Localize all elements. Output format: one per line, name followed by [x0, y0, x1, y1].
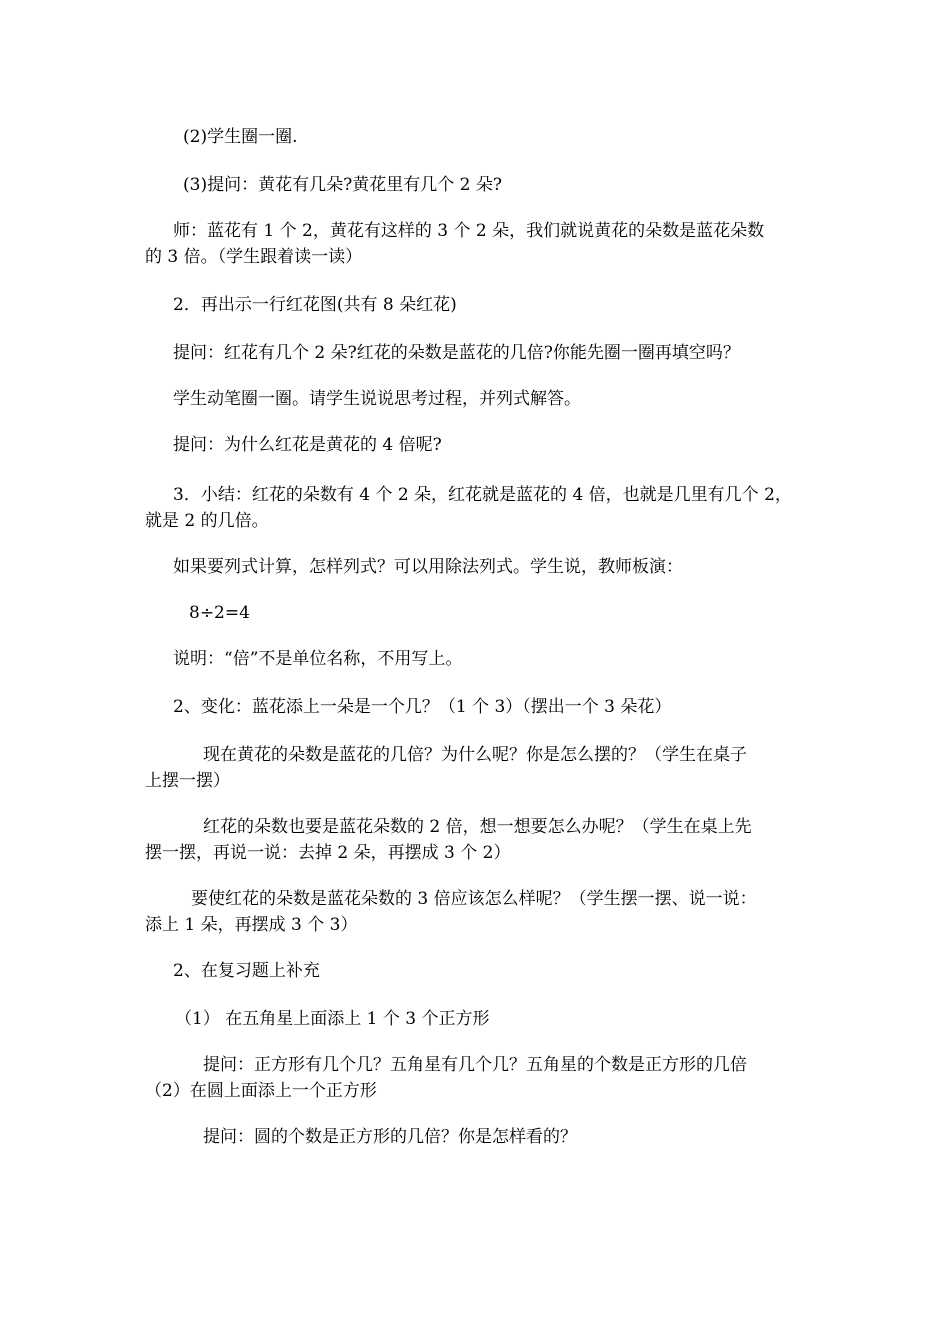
paragraph-note — [145, 646, 838, 672]
paragraph-circle-question — [145, 1124, 868, 1150]
equation-text: 8÷2=4 — [189, 603, 250, 623]
text-line: 2、在复习题上补充 — [173, 961, 320, 981]
text-line: 说明：“倍”不是单位名称，不用写上。 — [173, 649, 463, 669]
paragraph-3-question — [145, 172, 848, 198]
text-line: 现在黄花的朵数是蓝花的几倍？为什么呢？你是怎么摆的？（学生在桌子 — [203, 745, 747, 765]
text-line: 提问：正方形有几个几？五角星有几个几？五角星的个数是正方形的几倍 — [203, 1055, 747, 1075]
text-line: (2)学生圈一圈. — [183, 127, 298, 147]
paragraph-question-red-flowers — [145, 340, 838, 366]
text-line: （1） 在五角星上面添上 1 个 3 个正方形 — [175, 1009, 490, 1029]
text-line: 提问：为什么红花是黄花的 4 倍呢? — [173, 435, 442, 455]
text-line: 添上 1 朵，再摆成 3 个 3） — [145, 915, 358, 935]
text-line: （2）在圆上面添上一个正方形 — [145, 1081, 377, 1101]
text-line: 红花的朵数也要是蓝花朵数的 2 倍，想一想要怎么办呢？（学生在桌上先 — [203, 817, 752, 837]
text-line: 如果要列式计算，怎样列式？可以用除法列式。学生说，教师板演： — [173, 557, 683, 577]
paragraph-2-circle — [145, 124, 848, 150]
paragraph-red-three-times — [145, 886, 810, 938]
paragraph-yellow-times — [145, 742, 810, 794]
paragraph-teacher-explanation — [145, 218, 810, 270]
text-line: 要使红花的朵数是蓝花朵数的 3 倍应该怎么样呢？（学生摆一摆、说一说： — [191, 889, 757, 909]
paragraph-question-why — [145, 432, 838, 458]
paragraph-division — [145, 554, 838, 580]
text-line: 学生动笔圈一圈。请学生说说思考过程，并列式解答。 — [173, 389, 581, 409]
paragraph-square-question — [145, 1052, 810, 1104]
text-line: 2、变化：蓝花添上一朵是一个几？（1 个 3）（摆出一个 3 朵花） — [173, 697, 672, 717]
text-line: (3)提问：黄花有几朵?黄花里有几个 2 朵? — [183, 175, 502, 195]
paragraph-summary — [145, 482, 810, 534]
paragraph-students-circle — [145, 386, 838, 412]
paragraph-step-2 — [145, 292, 838, 318]
text-line: 3．小结：红花的朵数有 4 个 2 朵，红花就是蓝花的 4 倍，也就是几里有几个 2， — [173, 485, 792, 505]
text-line: 上摆一摆） — [145, 771, 230, 791]
text-line: 的 3 倍。（学生跟着读一读） — [145, 247, 363, 267]
equation — [145, 600, 854, 626]
text-line: 就是 2 的几倍。 — [145, 511, 269, 531]
text-line: 师：蓝花有 1 个 2，黄花有这样的 3 个 2 朵，我们就说黄花的朵数是蓝花朵数 — [173, 221, 765, 241]
text-line: 提问：红花有几个 2 朵?红花的朵数是蓝花的几倍?你能先圈一圈再填空吗？ — [173, 343, 740, 363]
paragraph-star-squares — [145, 1006, 840, 1032]
paragraph-variation — [145, 694, 838, 720]
paragraph-red-two-times — [145, 814, 810, 866]
text-line: 提问：圆的个数是正方形的几倍？你是怎样看的？ — [203, 1127, 577, 1147]
text-line: 2．再出示一行红花图(共有 8 朵红花) — [173, 295, 457, 315]
text-line: 摆一摆，再说一说：去掉 2 朵，再摆成 3 个 2） — [145, 843, 511, 863]
paragraph-review-supplement — [145, 958, 838, 984]
